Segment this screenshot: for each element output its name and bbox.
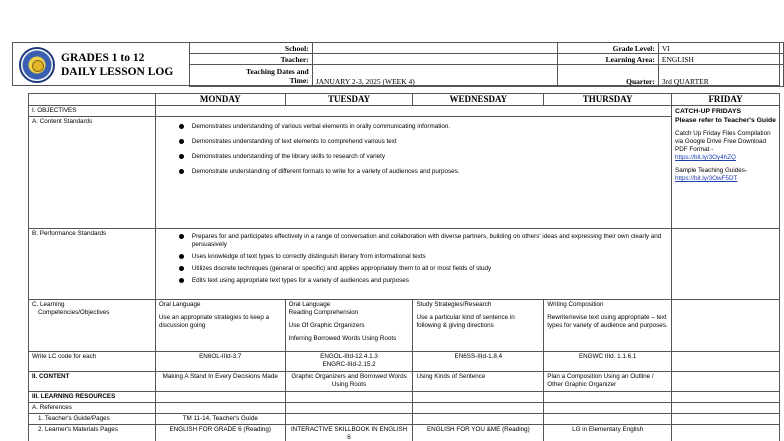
friday-note [672,106,780,229]
performance-standards-row [29,229,780,300]
lc-code-row [29,352,780,372]
competency-thursday-text: Rewrite/revise text using appropriate – text types for variety of audience and purposes. [547,314,668,329]
competency-tuesday-text-1: Use Of Graphic Organizers [288,322,365,329]
content-standards-list [159,123,668,176]
dates-label [190,65,313,87]
resources-row [29,392,780,403]
competency-wednesday-title: Study Strategies/Research [416,301,492,308]
dates-label-line-1: Teaching Dates and [246,66,309,76]
lc-code-thursday: ENGWC IIId. 1.1.6.1 [544,352,672,372]
list-item: Demonstrates understanding of various verbal elements in orally communicating information. [179,123,668,131]
content-standards-row [29,117,780,229]
competency-thursday [544,300,672,352]
deped-seal-icon [19,47,55,83]
learning-area-label: Learning Area: [557,54,658,65]
objectives-blank [155,106,671,117]
objectives-row [29,106,780,117]
blank-cell [672,403,780,414]
competencies-label [29,300,156,352]
content-label: II. CONTENT [29,372,156,392]
lc-code-tuesday-2: ENGRC-IIId-2.15.2 [322,361,376,368]
header-info-table [189,42,784,87]
blank-cell [544,414,672,425]
lc-code-tuesday-1: ENGOL-IIId-12.4.1.3 [320,353,378,360]
catch-up-files-text: Catch Up Friday Files Compilation via Google Drive Free Download PDF Format - [675,130,771,153]
friday-blank [672,229,780,300]
learners-materials-tuesday: INTERACTIVE SKILLBOOK IN ENGLISH 6 [285,425,413,441]
performance-standards-list [159,233,668,285]
content-row [29,372,780,392]
blank-cell [155,403,285,414]
list-item: Demonstrate understanding of different formats to write for a variety of audiences and purposes. [179,168,668,176]
performance-standards-cell [155,229,671,300]
teachers-guide-monday: TM 11-14, Teacher's Guide [155,414,285,425]
competency-tuesday-text-2: Inferring Borrowed Words Using Roots [288,335,397,342]
objectives-label: I. OBJECTIVES [29,106,156,117]
day-header-monday: MONDAY [155,94,285,106]
references-label: A. References [29,403,156,414]
competency-thursday-title: Writing Composition [547,301,604,308]
performance-standards-label: B. Performance Standards [29,229,156,300]
learners-materials-monday: ENGLISH FOR GRADE 6 (Reading) [155,425,285,441]
competency-monday [155,300,285,352]
teacher-value [312,54,557,65]
competency-tuesday-title-2: Reading Comprehension [288,309,359,316]
blank-cell [672,414,780,425]
school-value [312,43,557,54]
learners-materials-wednesday: ENGLISH FOR YOU &ME (Reading) [413,425,544,441]
competency-tuesday-title-1: Oral Language [288,301,331,308]
blank-cell [544,392,672,403]
competency-wednesday-text: Use a particular kind of sentence in following & giving directions [416,314,515,329]
document-title [61,51,173,79]
grade-level-value: VI [658,43,783,54]
day-header-tuesday: TUESDAY [285,94,413,106]
friday-blank [672,300,780,352]
corner-cell [29,94,156,106]
references-row [29,403,780,414]
competencies-label-line-1: C. Learning [32,301,65,308]
lc-code-wednesday: EN6SS-IIId-1.8.4 [413,352,544,372]
blank-cell [413,403,544,414]
learners-materials-row [29,425,780,441]
blank-cell [155,392,285,403]
blank-cell [672,425,780,441]
list-item: Demonstrates understanding of text elements to comprehend various text [179,138,668,146]
teachers-guide-row [29,414,780,425]
blank-cell [413,392,544,403]
grade-level-label: Grade Level: [557,43,658,54]
list-item: Uses knowledge of text types to correctly distinguish literary from informational texts [179,253,668,261]
competencies-label-line-2: Competencies/Objectives [38,309,110,316]
school-label: School: [190,43,313,54]
learning-area-value: ENGLISH [658,54,783,65]
title-line-1: GRADES 1 to 12 [61,52,145,64]
resources-label: III. LEARNING RESOURCES [29,392,156,403]
blank-cell [285,392,413,403]
list-item: Utilizes discrete techniques (general or specific) and applies appropriately them to all or most fields of study [179,265,668,273]
competency-wednesday [413,300,544,352]
friday-blank [672,372,780,392]
teacher-label: Teacher: [190,54,313,65]
competency-monday-text: Use an appropriate strategies to keep a discussion going [158,314,270,329]
day-header-row [29,94,780,106]
lc-code-label: Write LC code for each [29,352,156,372]
catch-up-title: CATCH-UP FRIDAYS [675,108,742,115]
content-standards-cell [155,117,671,229]
dates-value: JANUARY 2-3, 2025 (WEEK 4) [312,65,557,87]
dates-label-line-2: Time: [289,75,309,85]
teachers-guide-label: 1. Teacher's Guide/Pages [29,414,156,425]
catch-up-subtitle: Please refer to Teacher's Guide [675,117,776,124]
lesson-log-table [28,93,780,441]
day-header-friday: FRIDAY [672,94,780,106]
content-monday: Making A Stand In Every Decisions Made [155,372,285,392]
content-tuesday: Graphic Organizers and Borrowed Words Using Roots [285,372,413,392]
blank-cell [413,414,544,425]
catch-up-files-link[interactable]: https://bit.ly/3Oy4hZQ [675,154,736,161]
day-header-wednesday: WEDNESDAY [413,94,544,106]
blank-cell [544,403,672,414]
blank-cell [285,403,413,414]
competencies-row [29,300,780,352]
list-item: Edits text using appropriate text types for a variety of audiences and purposes [179,277,668,285]
day-header-thursday: THURSDAY [544,94,672,106]
list-item: Demonstrates understanding of the library skills to research of variety [179,153,668,161]
content-thursday: Plan a Composition Using an Outline / Other Graphic Organizer [544,372,672,392]
friday-blank [672,352,780,372]
teaching-guides-text: Sample Teaching Guides- [675,167,748,174]
competency-monday-title: Oral Language [158,301,201,308]
content-standards-label: A. Content Standards [29,117,156,229]
title-line-2: DAILY LESSON LOG [61,66,174,78]
blank-cell [285,414,413,425]
list-item: Prepares for and participates effectively in a range of conversation and collaboration with diverse partners, building on others' ideas and expressing their own clearly and persuasively [179,233,668,249]
quarter-value: 3rd QUARTER [658,65,783,87]
blank-cell [672,392,780,403]
quarter-label: Quarter: [557,65,658,87]
content-wednesday: Using Kinds of Sentence [413,372,544,392]
competency-tuesday [285,300,413,352]
teaching-guides-link[interactable]: https://bit.ly/3OwF5DT [675,175,738,182]
learners-materials-label: 2. Learner's Materials Pages [29,425,156,441]
learners-materials-thursday: LG in Elementary English [544,425,672,441]
lc-code-monday: EN6OL-IIId-3.7 [155,352,285,372]
lc-code-tuesday [285,352,413,372]
